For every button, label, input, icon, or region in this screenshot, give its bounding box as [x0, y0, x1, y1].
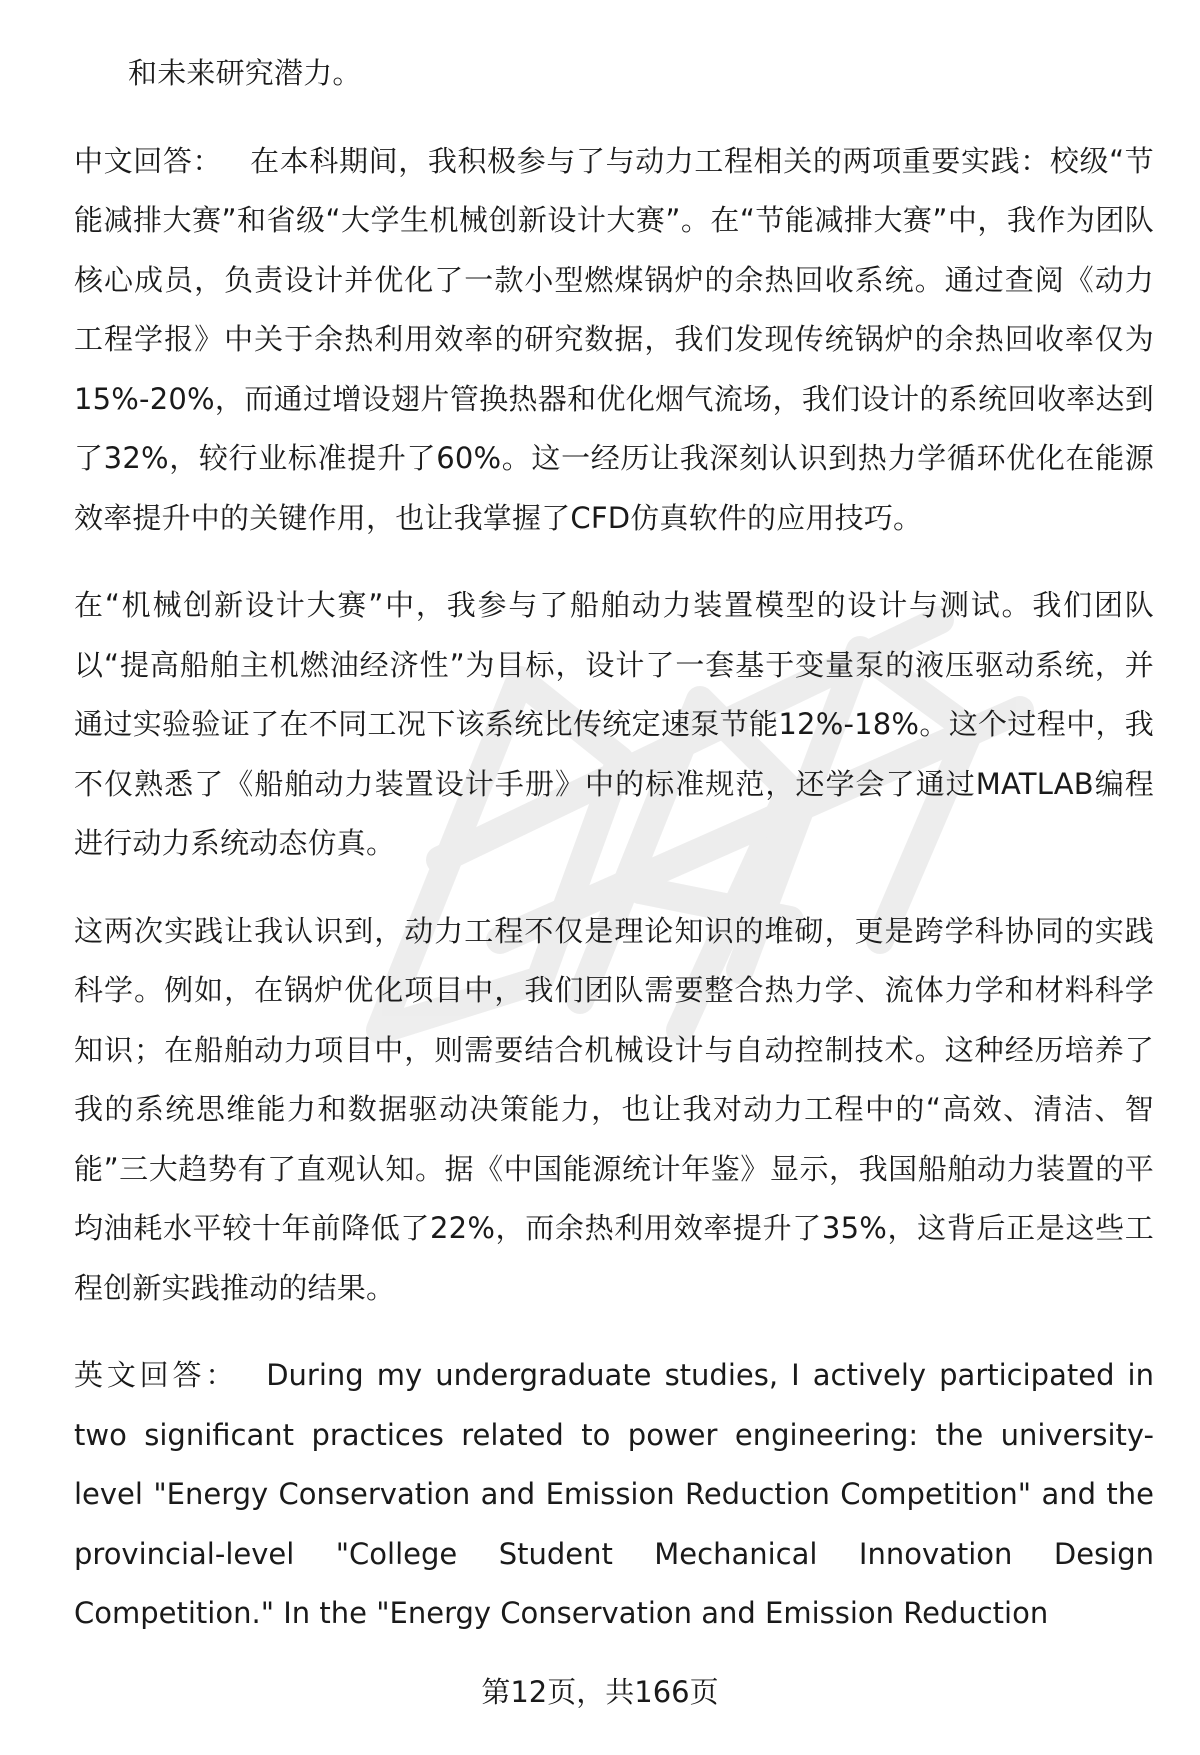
cn-answer-paragraph-1: [74, 132, 1154, 549]
en-answer-text-1: During my undergraduate studies, I actively participated in two significant practices related to power engineering: the university-level "Energy Conservation and Emission Reduction Competition" and the provincial-level "College Student Mechanical Innovation Design Competition." In the "Energy Conservation and Emission Reduction: [74, 1358, 1154, 1630]
cn-answer-text-1: 在本科期间，我积极参与了与动力工程相关的两项重要实践：校级“节能减排大赛”和省级“大学生机械创新设计大赛”。在“节能减排大赛”中，我作为团队核心成员，负责设计并优化了一款小型燃煤锅炉的余热回收系统。通过查阅《动力工程学报》中关于余热利用效率的研究数据，我们发现传统锅炉的余热回收率仅为15%-20%，而通过增设翅片管换热器和优化烟气流场，我们设计的系统回收率达到了32%，较行业标准提升了60%。这一经历让我深刻认识到热力学循环优化在能源效率提升中的关键作用，也让我掌握了CFD仿真软件的应用技巧。: [74, 143, 1154, 535]
cn-answer-label: 中文回答：: [74, 143, 223, 178]
continuation-paragraph: 和未来研究潜力。: [128, 56, 362, 90]
page-number-footer: 第12页，共166页: [481, 1675, 719, 1709]
document-body: [74, 44, 1154, 1672]
cn-answer-paragraph-3: 这两次实践让我认识到，动力工程不仅是理论知识的堆砌，更是跨学科协同的实践科学。例如，在锅炉优化项目中，我们团队需要整合热力学、流体力学和材料科学知识；在船舶动力项目中，则需要结合机械设计与自动控制技术。这种经历培养了我的系统思维能力和数据驱动决策能力，也让我对动力工程中的“高效、清洁、智能”三大趋势有了直观认知。据《中国能源统计年鉴》显示，我国船舶动力装置的平均油耗水平较十年前降低了22%，而余热利用效率提升了35%，这背后正是这些工程创新实践推动的结果。: [74, 913, 1154, 1305]
en-answer-paragraph-1: [74, 1346, 1154, 1644]
cn-answer-paragraph-2: 在“机械创新设计大赛”中，我参与了船舶动力装置模型的设计与测试。我们团队以“提高船舶主机燃油经济性”为目标，设计了一套基于变量泵的液压驱动系统，并通过实验验证了在不同工况下该系统比传统定速泵节能12%-18%。这个过程中，我不仅熟悉了《船舶动力装置设计手册》中的标准规范，还学会了通过MATLAB编程进行动力系统动态仿真。: [74, 588, 1154, 860]
en-answer-label: 英文回答：: [74, 1358, 239, 1392]
